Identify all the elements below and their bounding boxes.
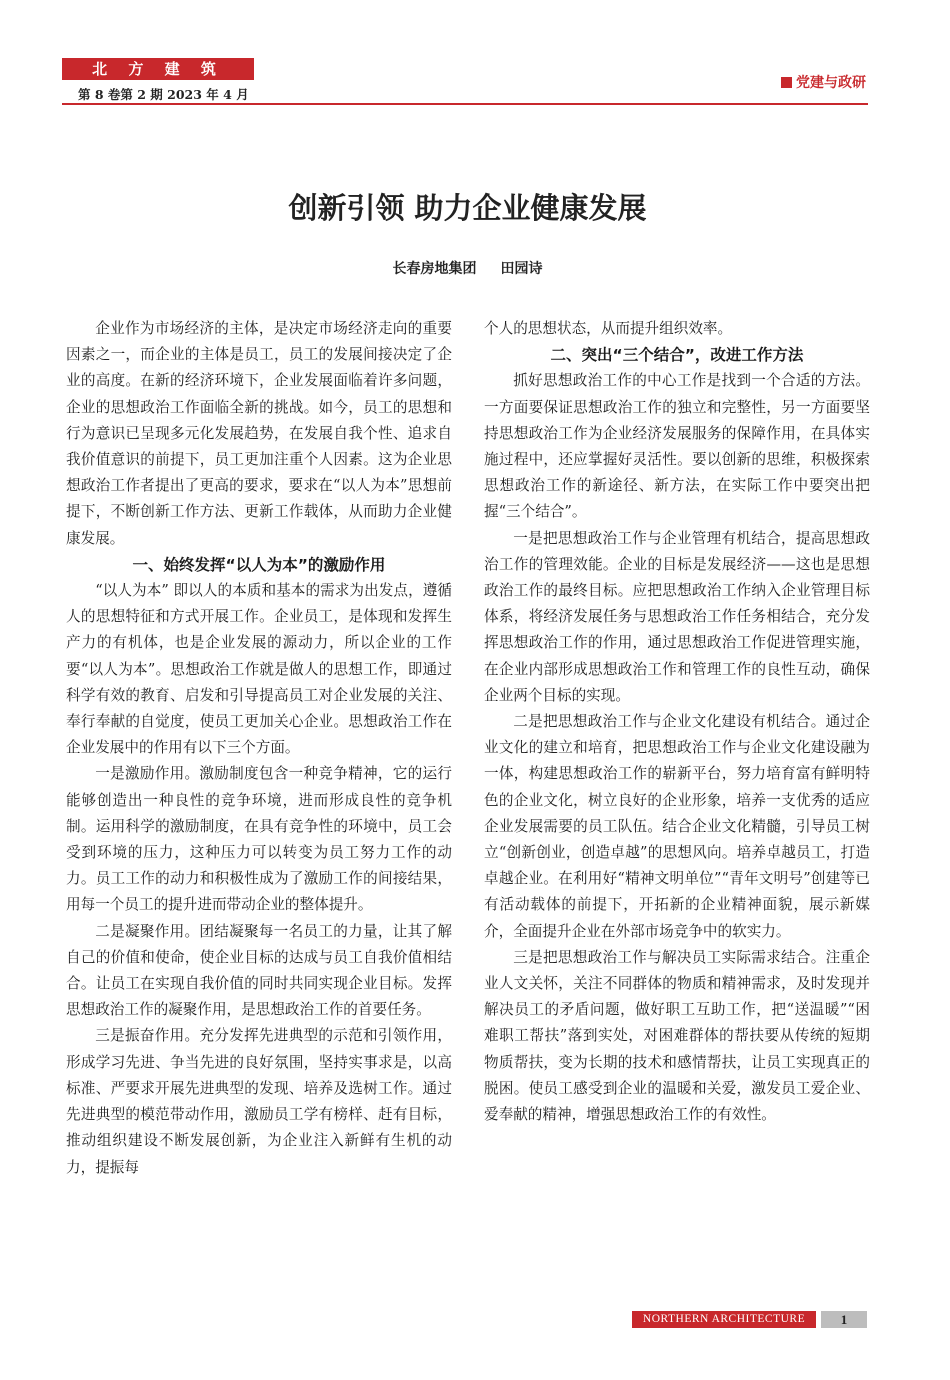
author-name: 田园诗 (500, 261, 543, 277)
header-rule (62, 103, 868, 105)
paragraph: 二是把思想政治工作与企业文化建设有机结合。通过企业文化的建立和培育，把思想政治工作与企业文化建设融为一体，构建思想政治工作的崭新平台，努力培育富有鲜明特色的企业文化，树立良好的企业形象，培养一支优秀的适应企业发展需要的员工队伍。结合企业文化精髓，引导员工树立“创新创业，创造卓越”的思想风向。培养卓越员工，打造卓越企业。在利用好“精神文明单位”“青年文明号”创建等已有活动载体的前提下，开拓新的企业精神面貌，展示新媒介，全面提升企业在外部市场竞争中的软实力。 (484, 713, 870, 940)
right-column (484, 316, 870, 1128)
author-affiliation: 长春房地集团 (392, 261, 477, 277)
square-bullet-icon (781, 77, 792, 88)
paragraph: 一是激励作用。激励制度包含一种竞争精神，它的运行能够创造出一种良性的竞争环境，进而形成良性的竞争机制。运用科学的激励制度，在具有竞争性的环境中，员工会受到环境的压力，这种压力可以转变为员工努力工作的动力。员工工作的动力和积极性成为了激励工作的间接结果，用每一个员工的提升进而带动企业的整体提升。 (66, 765, 452, 914)
footer-journal-name: NORTHERN ARCHITECTURE (632, 1311, 816, 1328)
paragraph: 抓好思想政治工作的中心工作是找到一个合适的方法。一方面要保证思想政治工作的独立和完整性，另一方面要坚持思想政治工作为企业经济发展服务的保障作用，在具体实施过程中，还应掌握好灵活性。要以创新的思维，积极探索思想政治工作的新途径、新方法，在实际工作中要突出把握“三个结合”。 (484, 372, 870, 521)
column-label: 党建与政研 (796, 75, 866, 91)
paragraph: 企业作为市场经济的主体，是决定市场经济走向的重要因素之一，而企业的主体是员工，员工的发展间接决定了企业的高度。在新的经济环境下，企业发展面临着许多问题，企业的思想政治工作面临全新的挑战。如今，员工的思想和行为意识已呈现多元化发展趋势，在发展自我个性、追求自我价值意识的前提下，员工更加注重个人因素。这为企业思想政治工作者提出了更高的要求，要求在“以人为本”思想前提下，不断创新工作方法、更新工作载体，从而助力企业健康发展。 (66, 320, 452, 547)
paragraph-continued: 个人的思想状态，从而提升组织效率。 (484, 320, 733, 337)
section-heading-1: 一、始终发挥“以人为本”的激励作用 (132, 555, 386, 574)
article-title: 创新引领 助力企业健康发展 (288, 191, 647, 225)
journal-name: 北 方 建 筑 (62, 58, 254, 80)
page-number: 1 (821, 1311, 867, 1328)
column-tag (781, 72, 866, 92)
left-column (66, 316, 452, 1181)
paragraph: 一是把思想政治工作与企业管理有机结合，提高思想政治工作的管理效能。企业的目标是发展经济——这也是思想政治工作的最终目标。应把思想政治工作纳入企业管理目标体系，将经济发展任务与思想政治工作任务相结合，充分发挥思想政治工作的作用，通过思想政治工作促进管理实施，在企业内部形成思想政治工作和管理工作的良性互动，确保企业两个目标的实现。 (484, 529, 870, 704)
issue-info: 第 8 卷第 2 期 2023 年 4 月 (78, 87, 249, 102)
section-heading-2: 二、突出“三个结合”，改进工作方法 (550, 346, 804, 365)
paragraph: 三是把思想政治工作与解决员工实际需求结合。注重企业人文关怀，关注不同群体的物质和精神需求，及时发现并解决员工的矛盾问题，做好职工互助工作，把“送温暖”“困难职工帮扶”落到实处，对困难群体的帮扶要从传统的短期物质帮扶，变为长期的技术和感情帮扶，让员工实现真正的脱困。使员工感受到企业的温暖和关爱，激发员工爱企业、爱奉献的精神，增强思想政治工作的有效性。 (484, 948, 870, 1124)
paragraph: 二是凝聚作用。团结凝聚每一名员工的力量，让其了解自己的价值和使命，使企业目标的达成与员工自我价值相结合。让员工在实现自我价值的同时共同实现企业目标。发挥思想政治工作的凝聚作用，是思想政治工作的首要任务。 (66, 922, 452, 1019)
paragraph: “以人为本” 即以人的本质和基本的需求为出发点，遵循人的思想特征和方式开展工作。企业员工，是体现和发挥生产力的有机体，也是企业发展的源动力，所以企业的工作要“以人为本”。思想政治工作就是做人的思想工作，即通过科学有效的教育、启发和引导提高员工对企业发展的关注、奉行奉献的自觉度，使员工更加关心企业。思想政治工作在企业发展中的作用有以下三个方面。 (66, 582, 452, 757)
byline (0, 258, 935, 278)
paragraph: 三是振奋作用。充分发挥先进典型的示范和引领作用，形成学习先进、争当先进的良好氛围，坚持实事求是，以高标准、严要求开展先进典型的发现、培养及选树工作。通过先进典型的模范带动作用，激励员工学有榜样、赶有目标，推动组织建设不断发展创新，为企业注入新鲜有生机的动力，提振每 (66, 1027, 452, 1176)
